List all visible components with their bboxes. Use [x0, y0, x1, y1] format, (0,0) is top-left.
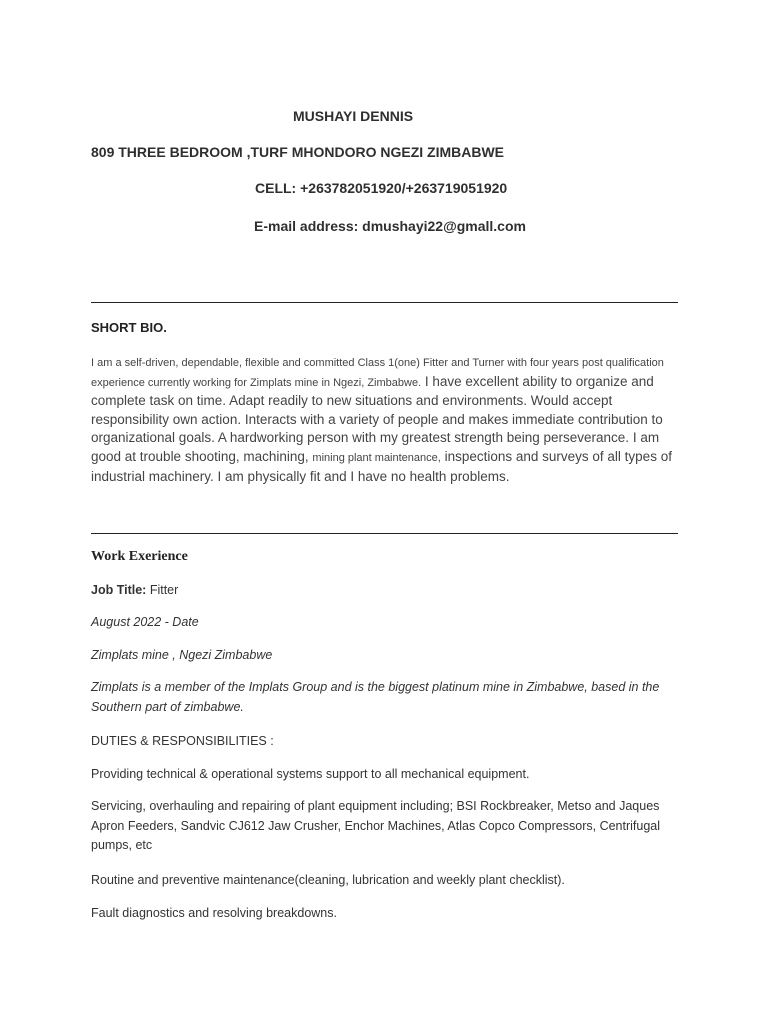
bio-text: I have excellent ability to organize and complete task on time. Adapt readily to new situations and environments. Would accept responsibility own action. Interacts with a variety of people and makes immediate contribution to organizational goals. A hardworking person with my greatest strength being perseverance. I am good at trouble shooting, machining,: [91, 373, 663, 464]
duty-item: Routine and preventive maintenance(cleaning, lubrication and weekly plant checklist).: [91, 873, 565, 887]
address: 809 THREE BEDROOM ,TURF MHONDORO NGEZI ZIMBABWE: [91, 144, 505, 160]
duty-item: Fault diagnostics and resolving breakdowns.: [91, 906, 337, 920]
duties-heading: DUTIES & RESPONSIBILITIES :: [91, 734, 274, 748]
bio-text: mining plant maintenance,: [312, 451, 441, 464]
email-address: E-mail address: dmushayi22@gmall.com: [254, 218, 526, 234]
bio-heading: SHORT BIO.: [91, 320, 167, 335]
job-title-label: Job Title:: [91, 583, 147, 597]
job-title-value: Fitter: [146, 583, 179, 597]
job-dates: August 2022 - Date: [91, 615, 199, 629]
company-description: Zimplats is a member of the Implats Group and is the biggest platinum mine in Zimbabwe, based in the Southern part of zimbabwe.: [91, 680, 660, 714]
bio-text: inspections and surveys of all types of industrial machinery. I am physically fit and I have no health problems.: [91, 448, 672, 484]
work-heading: Work Exerience: [91, 549, 188, 564]
divider: [91, 533, 678, 534]
bio-text: I am a self-driven, dependable, flexible and committed Class 1(one) Fitter and Turner with four years post qualification experience currently working for Zimplats mine in Ngezi, Zimbabwe.: [91, 357, 664, 389]
cell-number: CELL: +263782051920/+263719051920: [255, 180, 508, 196]
company-name: Zimplats mine , Ngezi Zimbabwe: [91, 648, 273, 662]
duty-item: Servicing, overhauling and repairing of plant equipment including; BSI Rockbreaker, Metso and Jaques Apron Feeders, Sandvic CJ612 Jaw Crusher, Enchor Machines, Atlas Copco Compressors, Centrifugal pumps, etc: [91, 799, 661, 852]
job-title: [91, 583, 178, 597]
duty-item: Providing technical & operational systems support to all mechanical equipment.: [91, 767, 530, 781]
divider: [91, 302, 678, 303]
bio-paragraph: [91, 353, 681, 486]
candidate-name: MUSHAYI DENNIS: [293, 108, 414, 124]
